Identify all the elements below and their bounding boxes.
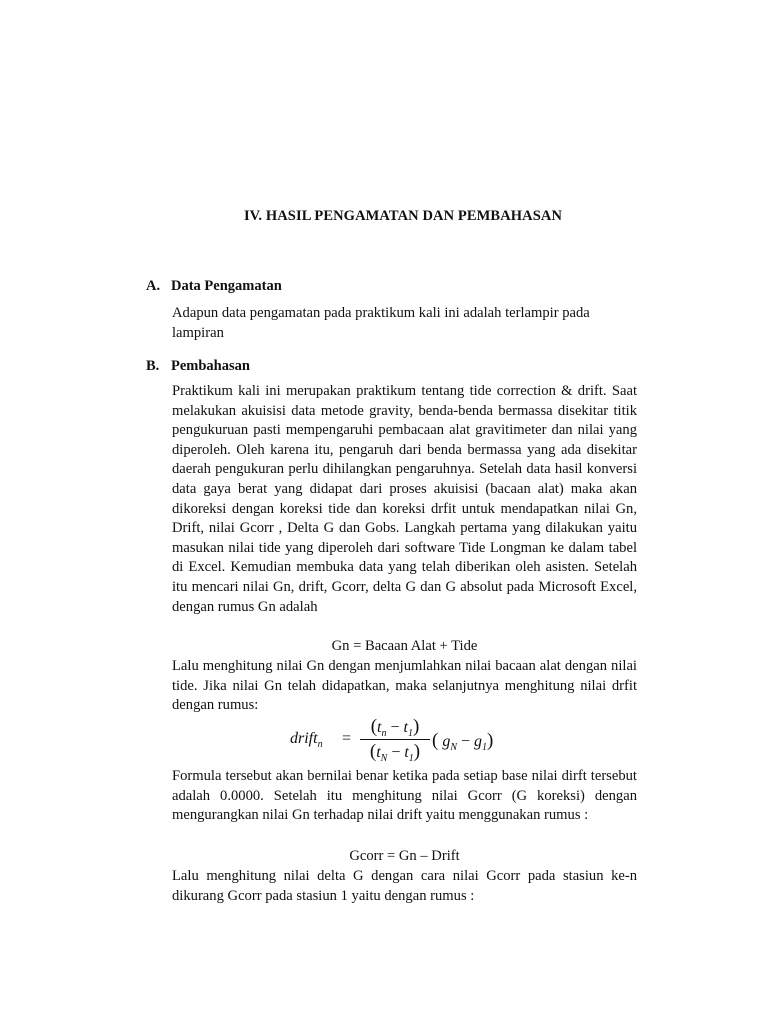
drift-formula-equals: = — [342, 730, 352, 747]
denominator-minus: − — [391, 744, 401, 761]
drift-subscript: n — [317, 739, 323, 751]
section-b-heading — [146, 358, 250, 375]
section-b-paragraph-1: Praktikum kali ini merupakan praktikum tentang tide correction & drift. Saat melakukan akuisisi data metode gravity, benda-benda bermassa disekitar titik pengukuruan pasti mempengaruhi pembacaan alat gravitimeter dan nilai yang diperoleh. Oleh karena itu, pengaruh dari benda bermassa yang ada disekitar daerah pengukuran perlu dihilangkan pengaruhnya. Setelah data hasil konversi data gaya berat yang didapat dari proses akuisisi (bacaan alat) maka akan dikoreksi dengan koreksi tide dan koreksi drfit untuk mendapatkan nilai Gn, Drift, nilai Gcorr , Delta G dan Gobs. Langkah pertama yang dilakukan yaitu masukan nilai tide yang diperoleh dari software Tide Longman ke dalam tabel di Excel. Kemudian membuka data yang telah diberikan oleh asisten. Setelah itu mencari nilai Gn, drift, Gcorr, delta G dan G absolut pada Microsoft Excel, dengan rumus Gn adalah — [172, 383, 637, 615]
section-b-paragraph-2: Lalu menghitung nilai Gn dengan menjumlahkan nilai bacaan alat dengan nilai tide. Jika nilai Gn telah didapatkan, maka selanjutnya menghitung nilai drfit dengan rumus: — [172, 658, 637, 714]
chapter-title: IV. HASIL PENGAMATAN DAN PEMBAHASAN — [243, 208, 563, 224]
rhs-minus: − — [461, 733, 471, 750]
drift-formula-fraction — [360, 716, 430, 763]
rhs-sub-b: 1 — [482, 742, 488, 754]
section-a-title: Data Pengamatan — [171, 278, 282, 294]
denominator-sub-b: 1 — [408, 753, 414, 765]
numerator-t: t — [377, 719, 382, 736]
denominator-t2: t — [404, 744, 409, 761]
section-b-paragraph-3: Formula tersebut akan bernilai benar ketika pada setiap base nilai dirft tersebut adalah 0.0000. Setelah itu menghitung nilai Gcorr (G koreksi) dengan mengurangkan nilai Gn terhadap nilai drift yaitu menggunakan rumus : — [172, 768, 637, 824]
section-b-title: Pembahasan — [171, 358, 250, 374]
formula-gn: Gn = Bacaan Alat + Tide — [331, 638, 478, 654]
fraction-bar — [360, 739, 430, 740]
formula-gcorr: Gcorr = Gn – Drift — [349, 848, 460, 864]
numerator-sub-b: 1 — [407, 728, 413, 740]
drift-formula-lhs — [290, 730, 323, 750]
rhs-sub-a: N — [450, 742, 457, 754]
drift-formula-denominator: $(t_N - t_1)$ — [369, 741, 421, 765]
numerator-t2: t — [403, 719, 408, 736]
section-a-letter: A. — [146, 278, 161, 294]
drift-formula — [290, 716, 530, 766]
rhs-g: g — [442, 733, 451, 750]
section-b-paragraph-4: Lalu menghitung nilai delta G dengan cara nilai Gcorr pada stasiun ke-n dikurang Gcorr pada stasiun 1 yaitu dengan rumus : — [172, 868, 637, 904]
numerator-minus: − — [390, 719, 400, 736]
denominator-sub-a: N — [380, 753, 388, 765]
section-a-heading — [146, 278, 282, 295]
drift-symbol: drift — [290, 730, 318, 747]
drift-formula-rhs: ( $g_N - g_1$) — [432, 730, 494, 754]
denominator-t: t — [376, 744, 381, 761]
section-b-letter: B. — [146, 358, 160, 374]
rhs-g2: g — [474, 733, 483, 750]
numerator-sub-a: n — [381, 728, 387, 740]
section-a-paragraph: Adapun data pengamatan pada praktikum kali ini adalah terlampir pada lampiran — [172, 305, 590, 341]
drift-formula-numerator: $(t_n - t_1)$ — [370, 716, 420, 740]
